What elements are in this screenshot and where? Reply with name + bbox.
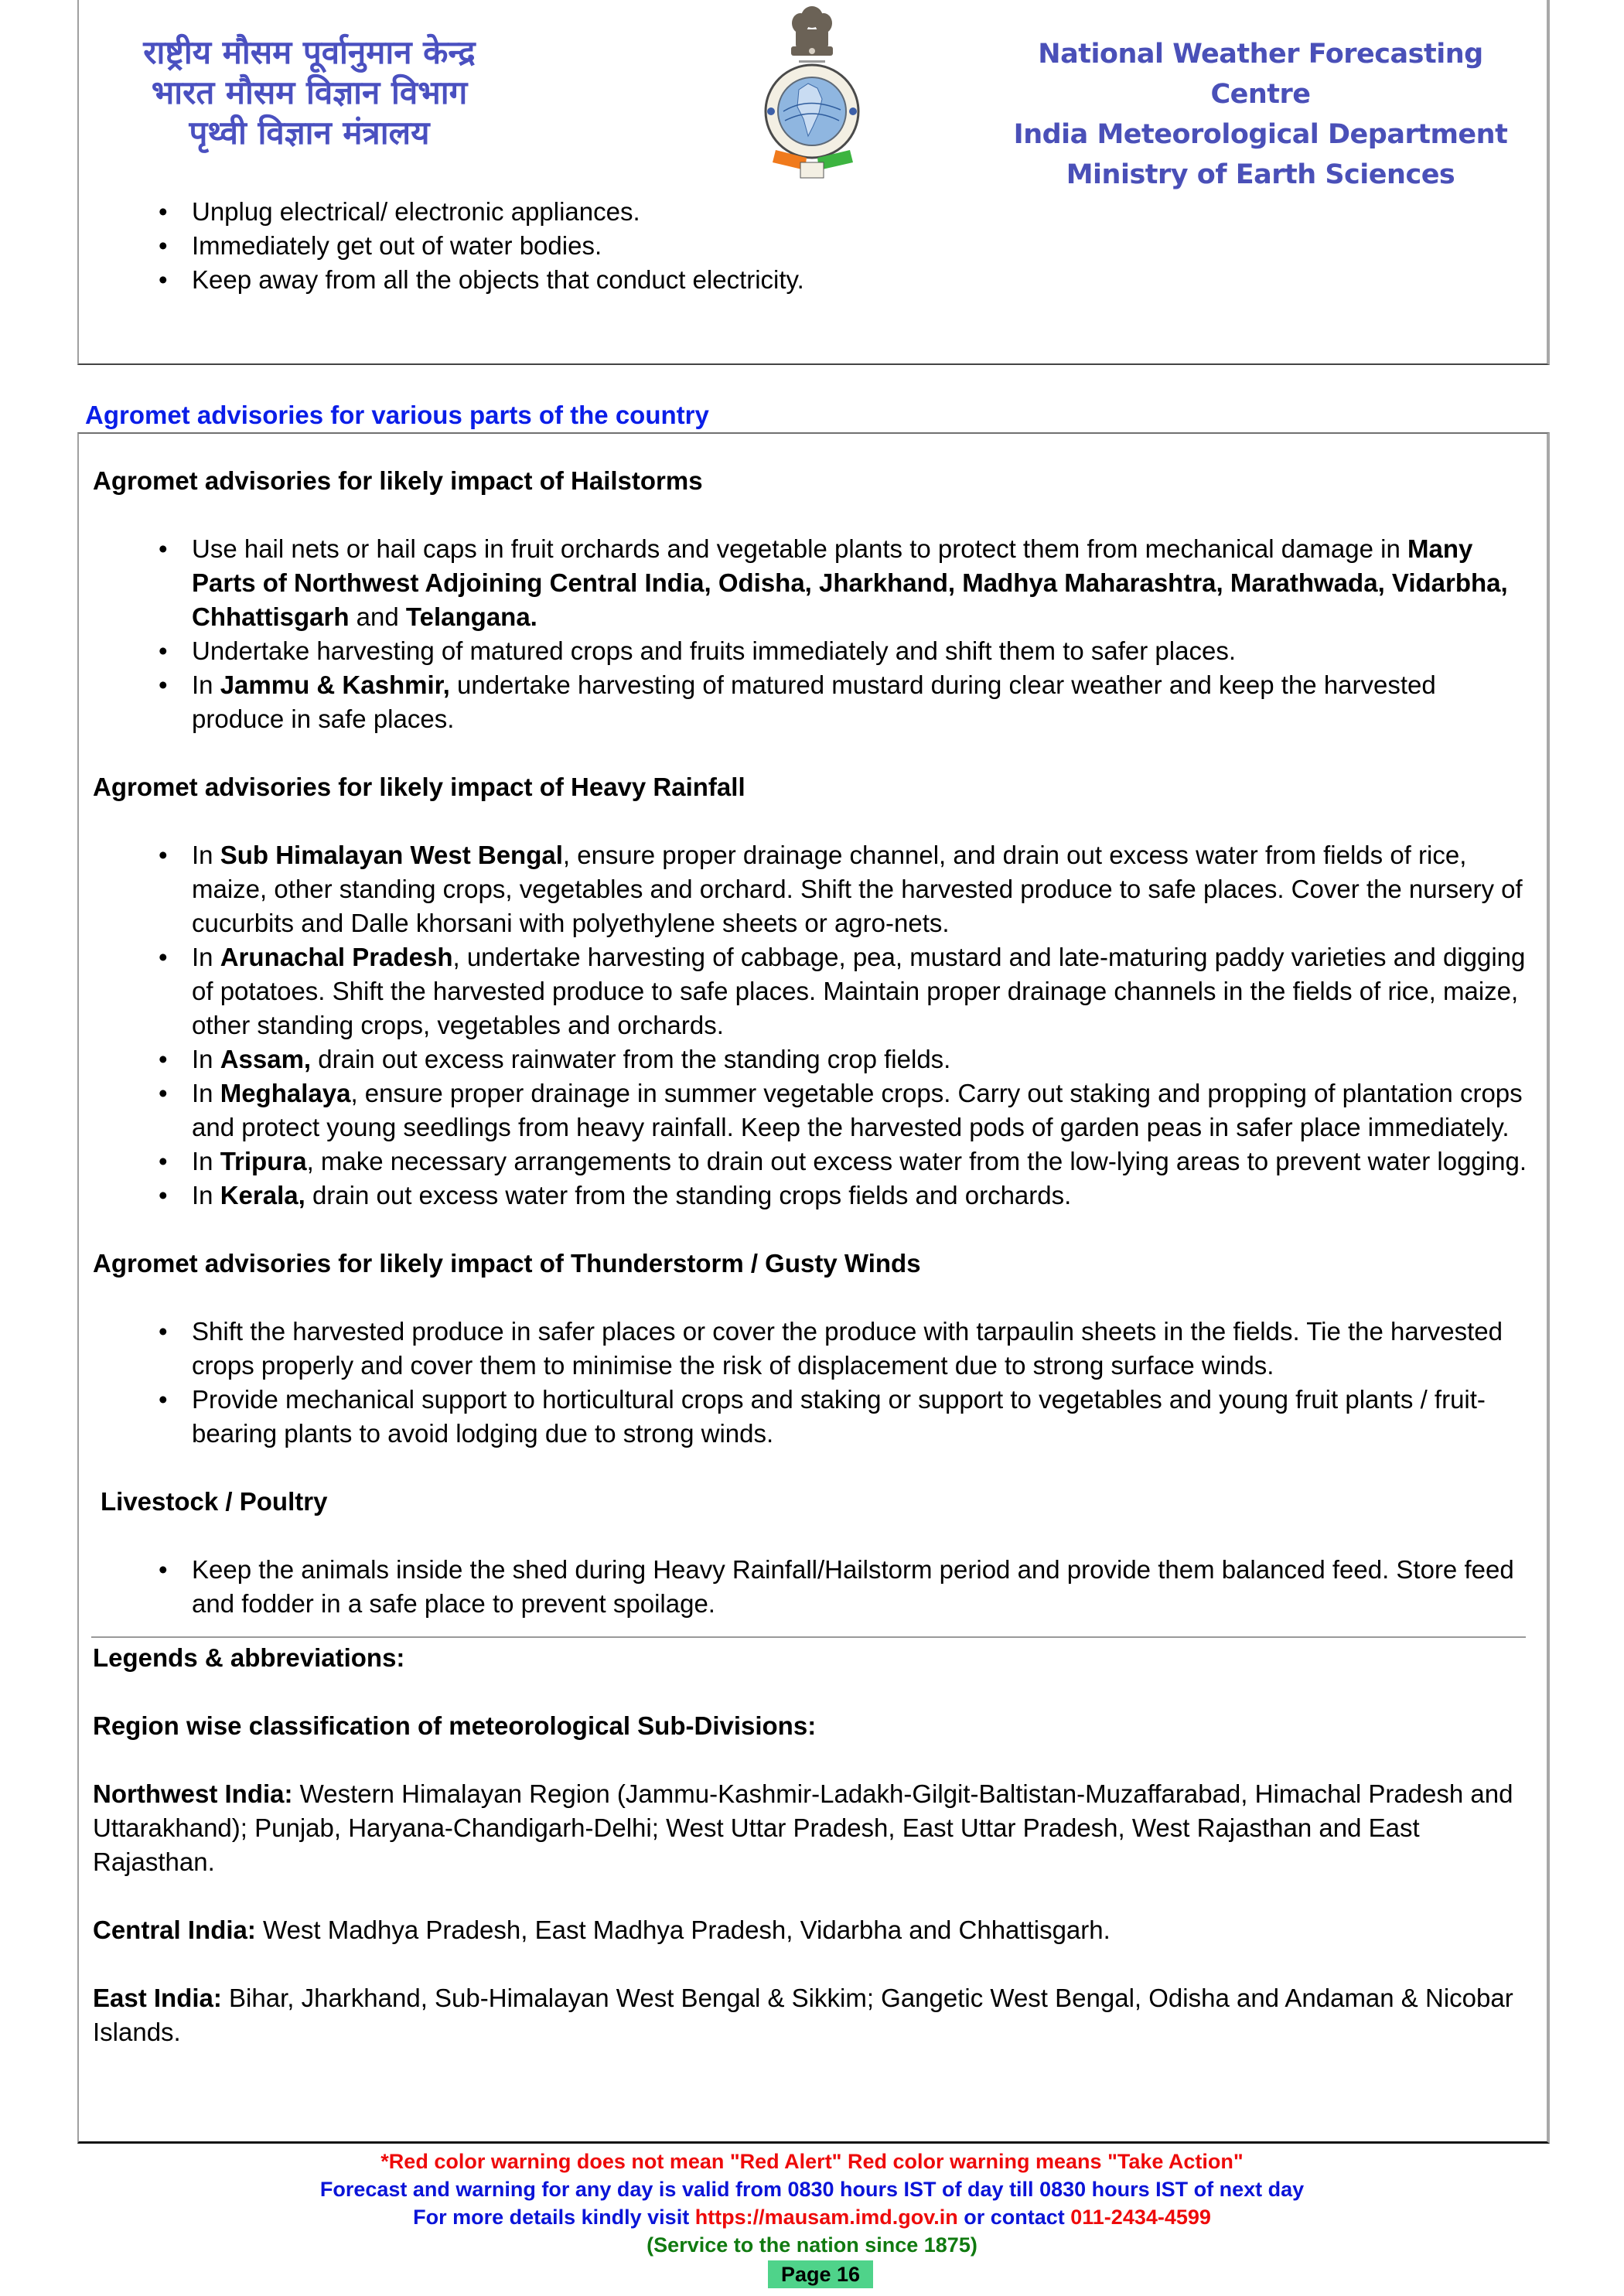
item-text: In [192, 943, 220, 971]
item-text: In [192, 670, 220, 699]
item-text: , ensure proper drainage channel, and drain out excess water from fields of rice, maize, other standing crops, vegetables and orchard. Shift the harvested produce to safe places. Cover the nursery of cucurbits and Dalle khorsani with polyethylene sheets or agro-nets. [192, 841, 1523, 937]
region-central [93, 1913, 1531, 1947]
list-item [159, 1042, 1535, 1076]
hailstorm-heading: Agromet advisories for likely impact of Hailstorms [93, 466, 703, 495]
region-name: Tripura [220, 1147, 307, 1175]
legends-heading: Legends & abbreviations: [93, 1643, 405, 1672]
region-text: West Madhya Pradesh, East Madhya Pradesh, Vidarbha and Chhattisgarh. [255, 1916, 1111, 1944]
header-hindi-line: राष्ट्रीय मौसम पूर्वानुमान केन्द्र [143, 33, 476, 71]
page-number-badge: Page 16 [768, 2260, 873, 2288]
agromet-content [93, 464, 1531, 2049]
safety-list [159, 195, 1473, 297]
header-english-line: Ministry of Earth Sciences [1066, 159, 1455, 190]
thunderstorm-heading: Agromet advisories for likely impact of Thunderstorm / Gusty Winds [93, 1249, 921, 1278]
header-hindi-line: भारत मौसम विज्ञान विभाग [151, 73, 468, 111]
footer-validity: Forecast and warning for any day is valid from 0830 hours IST of day till 0830 hours IST of next day [319, 2178, 1305, 2201]
list-item: • Provide mechanical support to horticultural crops and staking or support to vegetables and young fruit plants / fruit-bearing plants to avoid lodging due to strong winds. [159, 1383, 1535, 1451]
region-label: East India: [93, 1984, 222, 2012]
list-item: • Keep away from all the objects that conduct electricity. [159, 263, 1473, 297]
item-text: In [192, 1147, 220, 1175]
region-text: Bihar, Jharkhand, Sub-Himalayan West Bengal & Sikkim; Gangetic West Bengal, Odisha and Andaman & Nicobar Islands. [93, 1984, 1513, 2046]
list-item [159, 668, 1535, 736]
item-text: undertake harvesting of matured mustard during clear weather and keep the harvested produce in safe places. [192, 670, 1436, 733]
region-name: Meghalaya [220, 1079, 351, 1107]
header-english-line: National Weather Forecasting Centre [1038, 39, 1483, 110]
list-item: • Shift the harvested produce in safer places or cover the produce with tarpaulin sheets in the fields. Tie the harvested crops properly and cover them to minimise the risk of displacement due to strong surface winds. [159, 1315, 1535, 1383]
item-text: , make necessary arrangements to drain out excess water from the low-lying areas to prevent water logging. [306, 1147, 1527, 1175]
continued-safety-box [77, 0, 1550, 365]
list-item: • Keep the animals inside the shed during Heavy Rainfall/Hailstorm period and provide them balanced feed. Store feed and fodder in a safe place to prevent spoilage. [159, 1553, 1535, 1621]
region-name: Sub Himalayan West Bengal [220, 841, 563, 869]
list-item: • Unplug electrical/ electronic appliances. [159, 195, 1473, 229]
region-east [93, 1981, 1531, 2049]
item-text: In [192, 1045, 220, 1073]
thunderstorm-list [159, 1315, 1535, 1451]
item-text: Use hail nets or hail caps in fruit orchards and vegetable plants to protect them from mechanical damage in [192, 534, 1407, 563]
item-text: In [192, 1181, 220, 1209]
list-item [159, 1145, 1535, 1179]
livestock-heading: Livestock / Poultry [101, 1487, 328, 1516]
region-classification-heading: Region wise classification of meteorological Sub-Divisions: [93, 1711, 817, 1740]
item-text: Undertake harvesting of matured crops and fruits immediately and shift them to safer places. [192, 636, 1236, 665]
list-item [159, 940, 1535, 1042]
hailstorm-list [159, 532, 1535, 736]
list-item [159, 1076, 1535, 1145]
list-item [159, 838, 1535, 940]
list-item: • Immediately get out of water bodies. [159, 229, 1473, 263]
header-hindi-line: पृथ्वी विज्ञान मंत्रालय [189, 114, 430, 152]
region-name: Telangana. [405, 602, 537, 631]
region-label: Northwest India: [93, 1779, 293, 1808]
item-text: , undertake harvesting of cabbage, pea, mustard and late-maturing paddy varieties and digging of potatoes. Shift the harvested produce to safe places. Maintain proper drainage channels in the fields of rice, maize, other standing crops, vegetables and orchards. [192, 943, 1526, 1039]
website-link[interactable]: https://mausam.imd.gov.in [694, 2206, 958, 2229]
region-name: Many Parts of Northwest Adjoining Central India, Odisha, Jharkhand, Madhya Maharashtra, Marathwada, Vidarbha, Chhattisgarh [192, 534, 1508, 631]
region-name: Assam, [220, 1045, 312, 1073]
item-text: drain out excess water from the standing crops fields and orchards. [305, 1181, 1072, 1209]
heavy-rainfall-list [159, 838, 1535, 1213]
region-northwest [93, 1777, 1531, 1879]
list-item [159, 634, 1535, 668]
list-item [159, 1179, 1535, 1213]
region-label: Central India: [93, 1916, 256, 1944]
region-name: Kerala, [220, 1181, 305, 1209]
footer-service: (Service to the nation since 1875) [647, 2233, 977, 2257]
header-english-line: India Meteorological Department [1013, 119, 1508, 150]
section-title: Agromet advisories for various parts of the country [85, 401, 709, 429]
item-text: drain out excess rainwater from the standing crop fields. [311, 1045, 951, 1073]
region-name: Arunachal Pradesh [220, 943, 453, 971]
footer-text: For more details kindly visit [413, 2206, 695, 2229]
region-text: Western Himalayan Region (Jammu-Kashmir-Ladakh-Gilgit-Baltistan-Muzaffarabad, Himachal Pradesh and Uttarakhand); Punjab, Haryana-Chandigarh-Delhi; West Uttar Pradesh, East Uttar Pradesh, West Rajasthan and East Rajasthan. [93, 1779, 1513, 1876]
heavy-rainfall-heading: Agromet advisories for likely impact of Heavy Rainfall [93, 773, 745, 801]
item-text: In [192, 841, 220, 869]
contact-phone: 011-2434-4599 [1070, 2206, 1211, 2229]
item-text: and [349, 602, 406, 631]
region-name: Jammu & Kashmir, [220, 670, 450, 699]
footer-text: or contact [957, 2206, 1071, 2229]
list-item [159, 532, 1535, 634]
footer-warning: *Red color warning does not mean "Red Alert" Red color warning means "Take Action" [380, 2150, 1244, 2173]
item-text: , ensure proper drainage in summer vegetable crops. Carry out staking and propping of plantation crops and protect young seedlings from heavy rainfall. Keep the harvested pods of garden peas in safer place immediately. [192, 1079, 1523, 1141]
livestock-list [159, 1553, 1535, 1621]
item-text: In [192, 1079, 220, 1107]
footer-details [0, 2203, 1624, 2231]
